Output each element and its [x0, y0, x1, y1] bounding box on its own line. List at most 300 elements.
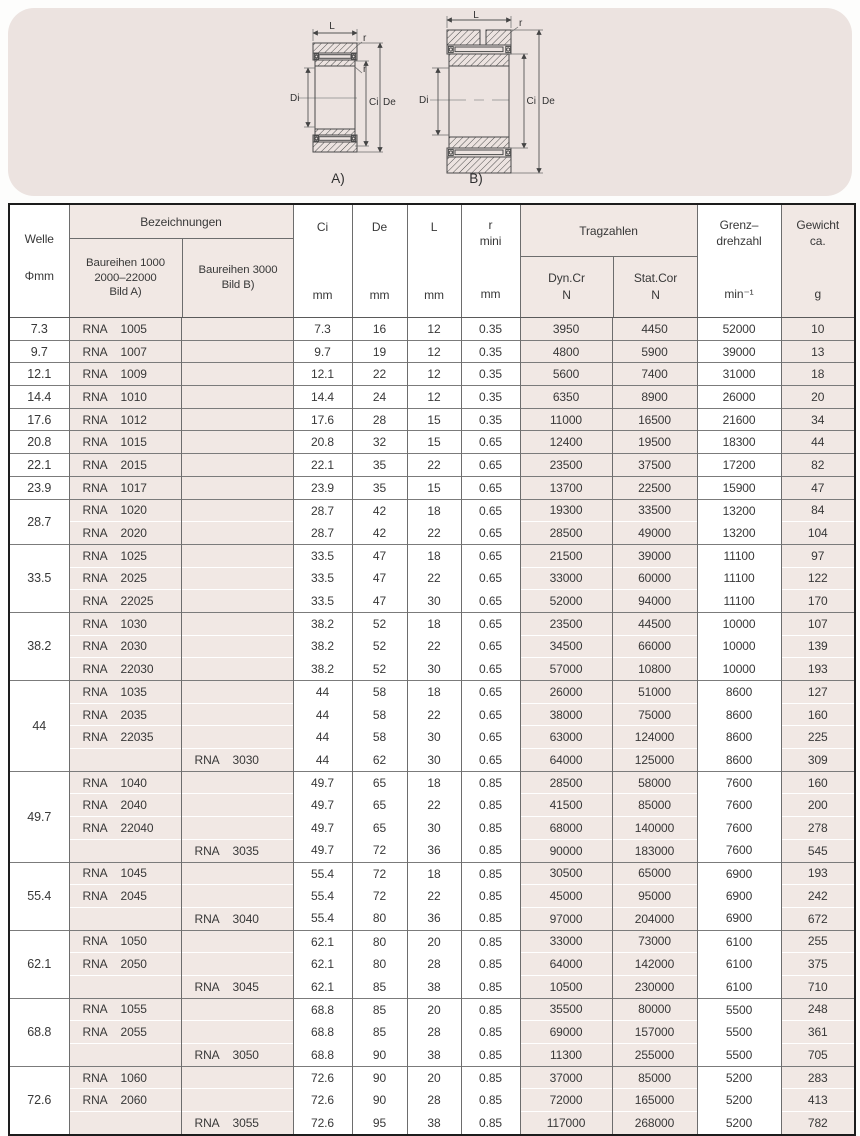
- cell-l: 18: [407, 544, 461, 567]
- table-row: [10, 408, 854, 431]
- designation-b-cell: [181, 839, 293, 862]
- table-row: [10, 590, 854, 613]
- dim-label-di: Di: [419, 95, 429, 106]
- designation-number: 22025: [120, 594, 154, 609]
- cell-dyn: 23500: [520, 612, 612, 635]
- cell-gr: 5500: [697, 1044, 781, 1067]
- table-row: [10, 1044, 854, 1067]
- designation-b-cell: [181, 408, 293, 431]
- cell-gr: 10000: [697, 635, 781, 658]
- table-row: [10, 1021, 854, 1044]
- cell-ci: 68.8: [293, 1021, 352, 1044]
- designation-a-cell: [69, 681, 181, 704]
- cell-gr: 6100: [697, 975, 781, 998]
- designation-b-cell: [181, 794, 293, 817]
- cell-r: 0.85: [461, 1066, 520, 1089]
- de-unit: mm: [369, 288, 390, 303]
- cell-stat: 268000: [612, 1112, 697, 1134]
- cell-ci: 55.4: [293, 885, 352, 908]
- welle-cell: 17.6: [10, 408, 69, 431]
- cell-gw: 193: [781, 862, 854, 885]
- designation-prefix: RNA: [82, 480, 108, 495]
- cell-dyn: 97000: [520, 907, 612, 930]
- bezeichnungen-label: Bezeichnungen: [70, 205, 293, 239]
- designation-a-cell: [69, 431, 181, 454]
- designation-prefix: RNA: [194, 843, 220, 858]
- designation-a-cell: [69, 749, 181, 772]
- table-row: [10, 454, 854, 477]
- dyn-unit: N: [562, 288, 571, 302]
- cell-ci: 9.7: [293, 340, 352, 363]
- cell-gw: 20: [781, 386, 854, 409]
- cell-gw: 255: [781, 930, 854, 953]
- designation-a-cell: [69, 1066, 181, 1089]
- cell-ci: 62.1: [293, 930, 352, 953]
- cell-gr: 7600: [697, 839, 781, 862]
- cell-stat: 19500: [612, 431, 697, 454]
- designation-a-cell: [69, 862, 181, 885]
- cell-ci: 62.1: [293, 975, 352, 998]
- cell-ci: 44: [293, 749, 352, 772]
- cell-gr: 10000: [697, 612, 781, 635]
- cell-l: 12: [407, 318, 461, 341]
- cell-gr: 6100: [697, 930, 781, 953]
- designation-number: 2055: [120, 1025, 147, 1040]
- cell-l: 15: [407, 408, 461, 431]
- designation-a-cell: [69, 907, 181, 930]
- designation-number: 1010: [120, 389, 147, 404]
- table-row: [10, 953, 854, 976]
- cell-de: 72: [352, 862, 407, 885]
- designation-number: 2015: [120, 457, 147, 472]
- designation-prefix: RNA: [82, 866, 108, 881]
- cell-dyn: 52000: [520, 590, 612, 613]
- cell-r: 0.85: [461, 907, 520, 930]
- designation-number: 1020: [120, 503, 147, 518]
- cell-r: 0.85: [461, 953, 520, 976]
- designation-b-cell: [181, 454, 293, 477]
- cell-l: 18: [407, 771, 461, 794]
- cell-l: 15: [407, 476, 461, 499]
- cell-l: 22: [407, 567, 461, 590]
- designation-prefix: RNA: [194, 1115, 220, 1130]
- cell-de: 72: [352, 885, 407, 908]
- cell-stat: 125000: [612, 749, 697, 772]
- designation-number: 1030: [120, 616, 147, 631]
- cell-l: 12: [407, 363, 461, 386]
- cell-gr: 8600: [697, 749, 781, 772]
- col-header-welle: [10, 205, 69, 318]
- designation-number: 1007: [120, 344, 147, 359]
- cell-de: 85: [352, 975, 407, 998]
- table-row: [10, 726, 854, 749]
- designation-a-cell: [69, 658, 181, 681]
- cell-r: 0.85: [461, 1044, 520, 1067]
- designation-prefix: RNA: [194, 752, 220, 767]
- cell-de: 85: [352, 998, 407, 1021]
- cell-gw: 278: [781, 817, 854, 840]
- welle-unit: Φmm: [24, 268, 54, 283]
- cell-stat: 85000: [612, 794, 697, 817]
- cell-gw: 34: [781, 408, 854, 431]
- designation-number: 1005: [120, 321, 147, 336]
- cell-r: 0.85: [461, 794, 520, 817]
- dim-label-l: L: [329, 21, 335, 32]
- cell-l: 22: [407, 522, 461, 545]
- designation-a-cell: [69, 340, 181, 363]
- designation-number: 3050: [232, 1047, 259, 1062]
- drawing-a-label: A): [331, 171, 345, 186]
- cell-de: 58: [352, 726, 407, 749]
- cell-l: 30: [407, 726, 461, 749]
- cell-gw: 283: [781, 1066, 854, 1089]
- cell-gr: 15900: [697, 476, 781, 499]
- cell-gw: 361: [781, 1021, 854, 1044]
- cell-dyn: 21500: [520, 544, 612, 567]
- designation-number: 3045: [232, 979, 259, 994]
- welle-label: Welle: [24, 232, 54, 246]
- cell-l: 22: [407, 454, 461, 477]
- cell-gr: 5500: [697, 998, 781, 1021]
- cell-de: 42: [352, 522, 407, 545]
- cell-ci: 33.5: [293, 544, 352, 567]
- designation-prefix: RNA: [82, 435, 108, 450]
- r-unit: mm: [480, 287, 501, 302]
- cell-de: 47: [352, 567, 407, 590]
- cell-dyn: 37000: [520, 1066, 612, 1089]
- cell-l: 18: [407, 862, 461, 885]
- baureihen-b-line2: Bild B): [221, 279, 255, 291]
- data-table: [10, 205, 854, 1134]
- cell-gw: 248: [781, 998, 854, 1021]
- cell-r: 0.65: [461, 681, 520, 704]
- de-label: De: [371, 220, 388, 234]
- table-row: [10, 681, 854, 704]
- designation-prefix: RNA: [82, 367, 108, 382]
- cell-de: 58: [352, 681, 407, 704]
- cell-de: 28: [352, 408, 407, 431]
- col-header-gewicht: [781, 205, 854, 318]
- cell-de: 80: [352, 930, 407, 953]
- cell-dyn: 64000: [520, 749, 612, 772]
- cell-gr: 13200: [697, 499, 781, 522]
- welle-cell: 12.1: [10, 363, 69, 386]
- welle-cell: 9.7: [10, 340, 69, 363]
- cell-dyn: 19300: [520, 499, 612, 522]
- cell-stat: 73000: [612, 930, 697, 953]
- designation-a-cell: [69, 590, 181, 613]
- cell-l: 28: [407, 1089, 461, 1112]
- table-row: [10, 544, 854, 567]
- designation-number: 2035: [120, 707, 147, 722]
- cell-dyn: 33000: [520, 930, 612, 953]
- drawing-panel: [8, 8, 852, 196]
- designation-prefix: RNA: [194, 911, 220, 926]
- col-header-bezeichnungen: [69, 205, 293, 318]
- cell-stat: 230000: [612, 975, 697, 998]
- cell-de: 47: [352, 544, 407, 567]
- cell-r: 0.65: [461, 749, 520, 772]
- designation-number: 2020: [120, 526, 147, 541]
- designation-b-cell: [181, 907, 293, 930]
- designation-number: 2030: [120, 639, 147, 654]
- cell-gw: 170: [781, 590, 854, 613]
- col-header-de: [352, 205, 407, 318]
- cell-dyn: 28500: [520, 522, 612, 545]
- cell-gw: 545: [781, 839, 854, 862]
- table-row: [10, 635, 854, 658]
- table-row: [10, 340, 854, 363]
- cell-gr: 6900: [697, 907, 781, 930]
- designation-prefix: RNA: [82, 571, 108, 586]
- dim-label-r: r: [363, 64, 367, 75]
- designation-b-cell: [181, 635, 293, 658]
- welle-cell: 68.8: [10, 998, 69, 1066]
- designation-number: 1055: [120, 1002, 147, 1017]
- cell-ci: 28.7: [293, 499, 352, 522]
- cell-dyn: 28500: [520, 771, 612, 794]
- dim-label-de: De: [542, 96, 555, 107]
- designation-a-cell: [69, 499, 181, 522]
- welle-cell: 14.4: [10, 386, 69, 409]
- cell-gr: 6900: [697, 862, 781, 885]
- cell-r: 0.65: [461, 703, 520, 726]
- cell-dyn: 63000: [520, 726, 612, 749]
- designation-number: 3030: [232, 752, 259, 767]
- baureihen-a-line3: Bild A): [109, 286, 142, 299]
- designation-number: 1009: [120, 367, 147, 382]
- table-row: [10, 839, 854, 862]
- cell-dyn: 35500: [520, 998, 612, 1021]
- designation-number: 2050: [120, 957, 147, 972]
- designation-number: 1040: [120, 775, 147, 790]
- designation-b-cell: [181, 476, 293, 499]
- cell-stat: 183000: [612, 839, 697, 862]
- cell-gw: 710: [781, 975, 854, 998]
- cell-dyn: 34500: [520, 635, 612, 658]
- cell-de: 85: [352, 1021, 407, 1044]
- cell-ci: 62.1: [293, 953, 352, 976]
- cell-dyn: 69000: [520, 1021, 612, 1044]
- designation-number: 1050: [120, 934, 147, 949]
- dim-label-de: De: [383, 97, 396, 108]
- designation-number: 1035: [120, 684, 147, 699]
- designation-number: 2060: [120, 1093, 147, 1108]
- cell-de: 90: [352, 1089, 407, 1112]
- cell-gr: 7600: [697, 817, 781, 840]
- cell-dyn: 117000: [520, 1112, 612, 1134]
- designation-b-cell: [181, 386, 293, 409]
- drawing-b-label: B): [469, 171, 483, 186]
- col-header-stat: [613, 257, 698, 317]
- cell-l: 28: [407, 953, 461, 976]
- designation-prefix: RNA: [82, 798, 108, 813]
- cell-ci: 49.7: [293, 839, 352, 862]
- designation-a-cell: [69, 635, 181, 658]
- cell-stat: 142000: [612, 953, 697, 976]
- cell-r: 0.85: [461, 885, 520, 908]
- cell-de: 19: [352, 340, 407, 363]
- col-header-baureihen-b: [182, 239, 294, 317]
- cell-r: 0.65: [461, 522, 520, 545]
- cell-stat: 16500: [612, 408, 697, 431]
- cell-l: 36: [407, 907, 461, 930]
- cell-gw: 97: [781, 544, 854, 567]
- cell-dyn: 11300: [520, 1044, 612, 1067]
- cell-l: 12: [407, 386, 461, 409]
- cell-r: 0.85: [461, 771, 520, 794]
- designation-b-cell: [181, 817, 293, 840]
- cell-l: 28: [407, 1021, 461, 1044]
- cell-gw: 160: [781, 771, 854, 794]
- welle-cell: 72.6: [10, 1066, 69, 1134]
- cell-stat: 4450: [612, 318, 697, 341]
- cell-gw: 225: [781, 726, 854, 749]
- r-mini-label: mini: [479, 233, 502, 248]
- cell-r: 0.65: [461, 635, 520, 658]
- cell-dyn: 72000: [520, 1089, 612, 1112]
- cell-dyn: 33000: [520, 567, 612, 590]
- table-body: [10, 318, 854, 1134]
- designation-number: 3040: [232, 911, 259, 926]
- designation-prefix: RNA: [82, 662, 108, 677]
- table-row: [10, 1089, 854, 1112]
- cell-gw: 413: [781, 1089, 854, 1112]
- designation-prefix: RNA: [82, 1070, 108, 1085]
- designation-prefix: RNA: [82, 594, 108, 609]
- cell-gr: 6900: [697, 885, 781, 908]
- cell-gw: 705: [781, 1044, 854, 1067]
- cell-stat: 80000: [612, 998, 697, 1021]
- designation-a-cell: [69, 1044, 181, 1067]
- cell-r: 0.85: [461, 1089, 520, 1112]
- cell-stat: 8900: [612, 386, 697, 409]
- cell-r: 0.65: [461, 476, 520, 499]
- baureihen-a-line2: 2000–22000: [94, 271, 157, 284]
- designation-b-cell: [181, 431, 293, 454]
- cell-de: 80: [352, 953, 407, 976]
- cell-de: 95: [352, 1112, 407, 1134]
- col-header-baureihen-a: [70, 239, 182, 317]
- designation-a-cell: [69, 454, 181, 477]
- dim-label-ci: Ci: [369, 97, 379, 108]
- cell-stat: 85000: [612, 1066, 697, 1089]
- designation-a-cell: [69, 318, 181, 341]
- cell-stat: 60000: [612, 567, 697, 590]
- cell-ci: 68.8: [293, 1044, 352, 1067]
- designation-number: 22035: [120, 730, 154, 745]
- cell-stat: 95000: [612, 885, 697, 908]
- cell-ci: 33.5: [293, 567, 352, 590]
- cell-gw: 375: [781, 953, 854, 976]
- cell-r: 0.35: [461, 386, 520, 409]
- designation-a-cell: [69, 363, 181, 386]
- designation-b-cell: [181, 862, 293, 885]
- cell-ci: 28.7: [293, 522, 352, 545]
- designation-a-cell: [69, 794, 181, 817]
- table-row: [10, 885, 854, 908]
- designation-b-cell: [181, 1112, 293, 1134]
- table-row: [10, 794, 854, 817]
- cell-de: 52: [352, 658, 407, 681]
- designation-b-cell: [181, 998, 293, 1021]
- designation-number: 3035: [232, 843, 259, 858]
- dim-label-ci: Ci: [526, 96, 536, 107]
- designation-a-cell: [69, 567, 181, 590]
- cell-dyn: 30500: [520, 862, 612, 885]
- col-header-ci: [293, 205, 352, 318]
- welle-cell: 55.4: [10, 862, 69, 930]
- welle-cell: 49.7: [10, 771, 69, 862]
- designation-a-cell: [69, 817, 181, 840]
- cell-l: 38: [407, 975, 461, 998]
- table-row: [10, 1066, 854, 1089]
- cell-de: 16: [352, 318, 407, 341]
- cell-de: 72: [352, 839, 407, 862]
- cell-dyn: 13700: [520, 476, 612, 499]
- cell-gr: 17200: [697, 454, 781, 477]
- welle-cell: 44: [10, 681, 69, 772]
- cell-dyn: 41500: [520, 794, 612, 817]
- l-unit: mm: [424, 288, 444, 303]
- cell-stat: 165000: [612, 1089, 697, 1112]
- cell-r: 0.65: [461, 431, 520, 454]
- designation-prefix: RNA: [82, 503, 108, 518]
- table-row: [10, 431, 854, 454]
- cell-gr: 8600: [697, 703, 781, 726]
- designation-b-cell: [181, 749, 293, 772]
- designation-b-cell: [181, 975, 293, 998]
- cell-de: 42: [352, 499, 407, 522]
- cell-gw: 47: [781, 476, 854, 499]
- cell-gr: 52000: [697, 318, 781, 341]
- cell-gw: 122: [781, 567, 854, 590]
- cell-gw: 13: [781, 340, 854, 363]
- col-header-grenzdrehzahl: [697, 205, 781, 318]
- cell-dyn: 12400: [520, 431, 612, 454]
- designation-number: 1045: [120, 866, 147, 881]
- designation-prefix: RNA: [82, 1002, 108, 1017]
- designation-prefix: RNA: [82, 639, 108, 654]
- cell-gr: 21600: [697, 408, 781, 431]
- cell-de: 35: [352, 476, 407, 499]
- cell-gw: 44: [781, 431, 854, 454]
- cell-gr: 8600: [697, 681, 781, 704]
- designation-prefix: RNA: [82, 526, 108, 541]
- cell-gr: 6100: [697, 953, 781, 976]
- dim-label-r: r: [363, 33, 367, 44]
- table-row: [10, 862, 854, 885]
- designation-b-cell: [181, 318, 293, 341]
- cell-ci: 12.1: [293, 363, 352, 386]
- designation-prefix: RNA: [82, 957, 108, 972]
- cell-r: 0.65: [461, 590, 520, 613]
- cell-ci: 22.1: [293, 454, 352, 477]
- designation-a-cell: [69, 726, 181, 749]
- designation-b-cell: [181, 1021, 293, 1044]
- table-row: [10, 1112, 854, 1134]
- designation-b-cell: [181, 612, 293, 635]
- cell-de: 22: [352, 363, 407, 386]
- cell-stat: 157000: [612, 1021, 697, 1044]
- cell-gw: 107: [781, 612, 854, 635]
- cell-gw: 309: [781, 749, 854, 772]
- col-header-dyn: [521, 257, 613, 317]
- cell-r: 0.85: [461, 1021, 520, 1044]
- designation-a-cell: [69, 1112, 181, 1134]
- designation-a-cell: [69, 612, 181, 635]
- cell-gr: 11100: [697, 567, 781, 590]
